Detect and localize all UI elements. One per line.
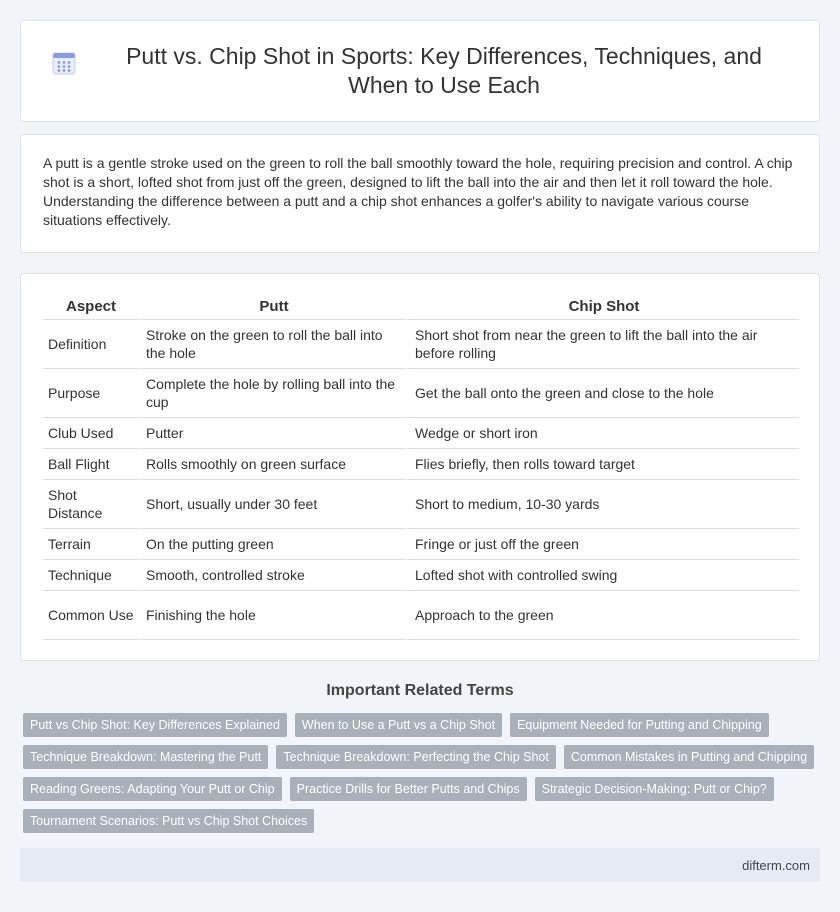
intro-card — [20, 134, 820, 253]
row-putt: Rolls smoothly on green surface — [139, 449, 407, 480]
comparison-table — [43, 294, 799, 640]
column-header-putt: Putt — [139, 294, 407, 320]
table-row — [43, 320, 799, 369]
table-row — [43, 591, 799, 640]
row-putt: On the putting green — [139, 529, 407, 560]
row-chip-shot: Short shot from near the green to lift the ball into the air before rolling — [407, 320, 799, 369]
row-putt: Short, usually under 30 feet — [139, 480, 407, 529]
row-aspect: Club Used — [43, 418, 139, 449]
table-header-row — [43, 294, 799, 320]
table-row — [43, 369, 799, 418]
table-row — [43, 560, 799, 591]
related-term-tag[interactable]: Tournament Scenarios: Putt vs Chip Shot Choices — [23, 809, 314, 833]
related-term-tag[interactable]: Technique Breakdown: Mastering the Putt — [23, 745, 268, 769]
column-header-chip-shot: Chip Shot — [407, 294, 799, 320]
related-term-tag[interactable]: Common Mistakes in Putting and Chipping — [564, 745, 814, 769]
related-term-tag[interactable]: When to Use a Putt vs a Chip Shot — [295, 713, 502, 737]
table-row — [43, 480, 799, 529]
row-chip-shot: Fringe or just off the green — [407, 529, 799, 560]
calendar-grid-icon — [51, 50, 77, 76]
row-chip-shot: Approach to the green — [407, 591, 799, 640]
related-terms-list — [23, 713, 823, 833]
row-aspect: Technique — [43, 560, 139, 591]
row-aspect: Terrain — [43, 529, 139, 560]
row-putt: Putter — [139, 418, 407, 449]
related-term-tag[interactable]: Technique Breakdown: Perfecting the Chip Shot — [276, 745, 555, 769]
row-aspect: Definition — [43, 320, 139, 369]
row-chip-shot: Wedge or short iron — [407, 418, 799, 449]
footer — [20, 848, 820, 882]
row-aspect: Purpose — [43, 369, 139, 418]
table-row — [43, 529, 799, 560]
related-term-tag[interactable]: Putt vs Chip Shot: Key Differences Explained — [23, 713, 287, 737]
header-card — [20, 20, 820, 122]
footer-site-link[interactable]: difterm.com — [742, 857, 810, 873]
related-term-tag[interactable]: Practice Drills for Better Putts and Chips — [290, 777, 527, 801]
intro-paragraph: A putt is a gentle stroke used on the green to roll the ball smoothly toward the hole, requiring precision and control. A chip shot is a short, lofted shot from just off the green, designed to lift the ball into the air and then let it roll toward the hole. Understanding the difference between a putt and a chip shot enhances a golfer's ability to navigate various course situations effectively. — [43, 155, 793, 228]
related-term-tag[interactable]: Strategic Decision-Making: Putt or Chip? — [535, 777, 774, 801]
related-term-tag[interactable]: Reading Greens: Adapting Your Putt or Chip — [23, 777, 282, 801]
row-putt: Complete the hole by rolling ball into the cup — [139, 369, 407, 418]
row-aspect: Common Use — [43, 591, 139, 640]
row-putt: Smooth, controlled stroke — [139, 560, 407, 591]
table-row — [43, 418, 799, 449]
related-terms-title: Important Related Terms — [326, 682, 514, 699]
row-chip-shot: Flies briefly, then rolls toward target — [407, 449, 799, 480]
table-row — [43, 449, 799, 480]
related-term-tag[interactable]: Equipment Needed for Putting and Chipping — [510, 713, 769, 737]
row-chip-shot: Short to medium, 10-30 yards — [407, 480, 799, 529]
row-chip-shot: Get the ball onto the green and close to the hole — [407, 369, 799, 418]
comparison-table-card — [20, 273, 820, 661]
column-header-aspect: Aspect — [43, 294, 139, 320]
page-title: Putt vs. Chip Shot in Sports: Key Differences, Techniques, and When to Use Each — [126, 43, 762, 98]
row-putt: Stroke on the green to roll the ball into the hole — [139, 320, 407, 369]
row-chip-shot: Lofted shot with controlled swing — [407, 560, 799, 591]
row-aspect: Shot Distance — [43, 480, 139, 529]
row-putt: Finishing the hole — [139, 591, 407, 640]
row-aspect: Ball Flight — [43, 449, 139, 480]
